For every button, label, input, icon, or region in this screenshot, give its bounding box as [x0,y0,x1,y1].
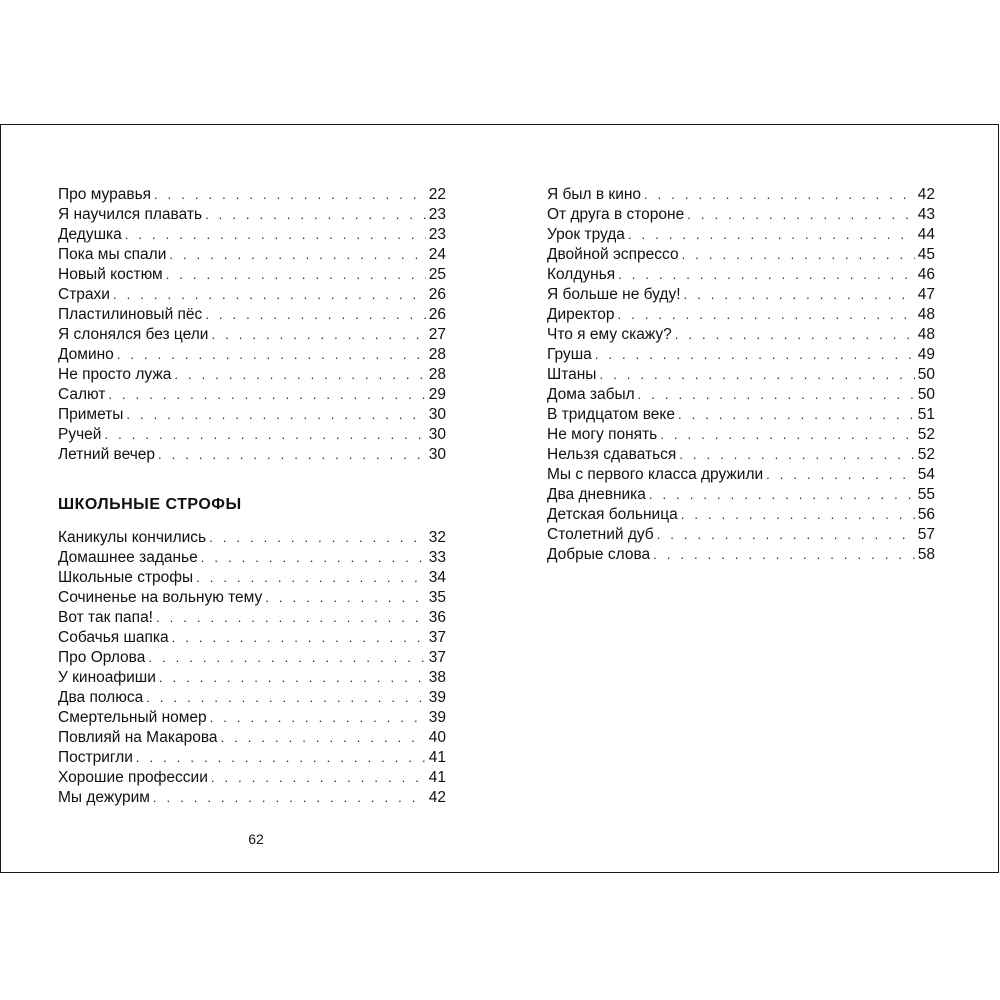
toc-entry-title: Салют [58,386,106,403]
toc-entry-page: 45 [917,246,935,263]
dot-leader [618,305,915,325]
toc-entry [58,225,446,245]
toc-entry [58,445,446,465]
dot-leader [599,365,914,385]
toc-entry-title: Я слонялся без цели [58,326,209,343]
toc-entry-title: Не просто лужа [58,366,172,383]
toc-entry [58,528,446,548]
dot-leader [174,365,425,385]
toc-entry-page: 26 [428,306,446,323]
dot-leader [679,445,914,465]
toc-entry-page: 30 [428,426,446,443]
toc-entry-page: 37 [428,629,446,646]
toc-entry-page: 51 [917,406,935,423]
toc-entry [58,648,446,668]
dot-leader [221,728,426,748]
toc-entry-title: Я был в кино [547,186,642,203]
toc-entry-title: Мы дежурим [58,789,150,806]
dot-leader [766,465,915,485]
dot-leader [166,265,426,285]
toc-entry-title: Собачья шапка [58,629,169,646]
toc-right-column [547,185,935,565]
toc-entry [547,525,935,545]
toc-entry [547,425,935,445]
toc-entry [58,405,446,425]
toc-entry-title: Столетний дуб [547,526,654,543]
toc-entry-title: Смертельный номер [58,709,207,726]
toc-entry-page: 24 [428,246,446,263]
toc-entry [58,425,446,445]
dot-leader [126,405,425,425]
dot-leader [653,545,915,565]
dot-leader [595,345,915,365]
toc-entry [58,708,446,728]
dot-leader [196,568,426,588]
toc-entry-title: Школьные строфы [58,569,194,586]
toc-entry [58,245,446,265]
toc-entry [547,205,935,225]
toc-entry-page: 22 [428,186,446,203]
toc-entry [547,445,935,465]
dot-leader [687,205,915,225]
toc-entry-title: Нельзя сдаваться [547,446,677,463]
toc-entry-title: Повлияй на Макарова [58,729,218,746]
toc-entry-title: Страхи [58,286,110,303]
toc-entry-page: 39 [428,709,446,726]
toc-entry [547,465,935,485]
dot-leader [148,648,425,668]
toc-entry-page: 42 [917,186,935,203]
toc-entry-page: 23 [428,206,446,223]
toc-entry-page: 50 [917,366,935,383]
dot-leader [649,485,915,505]
toc-entry-title: Пока мы спали [58,246,167,263]
toc-entry [58,325,446,345]
toc-entry-page: 46 [917,266,935,283]
toc-entry [547,265,935,285]
toc-entry-page: 43 [917,206,935,223]
toc-entry [58,688,446,708]
toc-entry [547,405,935,425]
toc-entry-page: 52 [917,426,935,443]
toc-entry-page: 38 [428,669,446,686]
toc-entry [58,668,446,688]
toc-entry [58,345,446,365]
toc-entry [58,548,446,568]
toc-entry [547,545,935,565]
toc-entry [58,628,446,648]
toc-entry-page: 39 [428,689,446,706]
dot-leader [156,608,426,628]
dot-leader [169,245,425,265]
toc-entry-title: У киноафиши [58,669,156,686]
toc-entry-page: 36 [428,609,446,626]
toc-entry-title: Летний вечер [58,446,156,463]
toc-entry-page: 54 [917,466,935,483]
dot-leader [660,425,915,445]
toc-entry [58,568,446,588]
toc-entry-title: Я научился плавать [58,206,203,223]
dot-leader [210,708,426,728]
toc-entry-page: 49 [917,346,935,363]
dot-leader [108,385,425,405]
toc-entry-page: 28 [428,366,446,383]
toc-entry [547,365,935,385]
toc-entry [58,285,446,305]
toc-entry-title: Домашнее заданье [58,549,198,566]
toc-entry-title: Колдунья [547,266,616,283]
dot-leader [154,185,426,205]
dot-leader [172,628,426,648]
toc-entry-title: Два дневника [547,486,646,503]
page-number: 62 [248,831,264,847]
toc-entry-page: 58 [917,546,935,563]
dot-leader [684,285,915,305]
toc-entry-page: 42 [428,789,446,806]
toc-entry [58,205,446,225]
toc-entry [58,265,446,285]
toc-entry-page: 44 [917,226,935,243]
toc-entry-title: Двойной эспрессо [547,246,679,263]
toc-entry [58,788,446,808]
dot-leader [638,385,915,405]
toc-entry-page: 33 [428,549,446,566]
dot-leader [675,325,915,345]
toc-entry [547,485,935,505]
toc-entry-title: Хорошие профессии [58,769,208,786]
toc-entry-title: Мы с первого класса дружили [547,466,764,483]
dot-leader [104,425,425,445]
toc-entry-title: Дедушка [58,226,122,243]
toc-entry-page: 55 [917,486,935,503]
toc-entry-page: 48 [917,306,935,323]
toc-entry-page: 29 [428,386,446,403]
dot-leader [211,325,425,345]
dot-leader [205,205,426,225]
toc-entry-title: Детская больница [547,506,678,523]
toc-entry-title: Ручей [58,426,102,443]
toc-entry-title: Про Орлова [58,649,146,666]
dot-leader [628,225,915,245]
dot-leader [146,688,426,708]
toc-entry-page: 40 [428,729,446,746]
toc-entry [547,505,935,525]
toc-entry-title: Не могу понять [547,426,658,443]
toc-entry-title: Каникулы кончились [58,529,207,546]
toc-entry-page: 37 [428,649,446,666]
toc-entry [58,608,446,628]
dot-leader [125,225,426,245]
toc-entry-title: Два полюса [58,689,144,706]
toc-left-column [58,185,446,808]
toc-entry [58,588,446,608]
dot-leader [201,548,426,568]
toc-entry-page: 26 [428,286,446,303]
toc-entry-title: Новый костюм [58,266,163,283]
toc-entry [58,385,446,405]
toc-entry-page: 32 [428,529,446,546]
toc-entry-page: 50 [917,386,935,403]
toc-entry-page: 30 [428,406,446,423]
toc-entry-title: Дома забыл [547,386,635,403]
toc-entry-title: Добрые слова [547,546,651,563]
toc-entry-page: 41 [428,749,446,766]
toc-entry-page: 52 [917,446,935,463]
dot-leader [158,445,426,465]
toc-entry [547,305,935,325]
toc-entry-page: 28 [428,346,446,363]
toc-entry-page: 48 [917,326,935,343]
toc-section-list [58,528,446,808]
toc-entry [547,325,935,345]
toc-entry-title: Приметы [58,406,124,423]
dot-leader [657,525,915,545]
toc-entry [58,185,446,205]
toc-entry-page: 23 [428,226,446,243]
toc-entry [547,345,935,365]
toc-entry-page: 34 [428,569,446,586]
dot-leader [205,305,425,325]
toc-entry-title: Директор [547,306,615,323]
toc-entry-page: 47 [917,286,935,303]
toc-entry-page: 30 [428,446,446,463]
toc-entry-title: Штаны [547,366,597,383]
dot-leader [678,405,915,425]
toc-entry [547,185,935,205]
toc-entry-title: От друга в стороне [547,206,685,223]
toc-entry-title: Домино [58,346,114,363]
toc-entry [58,768,446,788]
toc-entry-page: 41 [428,769,446,786]
toc-entry [58,748,446,768]
toc-entry [58,305,446,325]
section-heading: ШКОЛЬНЫЕ СТРОФЫ [58,496,242,513]
toc-entry-title: Что я ему скажу? [547,326,672,343]
toc-entry-title: В тридцатом веке [547,406,675,423]
toc-entry-page: 35 [428,589,446,606]
toc-entry-page: 57 [917,526,935,543]
dot-leader [113,285,426,305]
toc-entry-title: Сочиненье на вольную тему [58,589,263,606]
dot-leader [209,528,426,548]
dot-leader [211,768,426,788]
dot-leader [618,265,915,285]
toc-entry-page: 25 [428,266,446,283]
toc-entry [58,728,446,748]
dot-leader [159,668,426,688]
book-spread [0,124,999,873]
dot-leader [136,748,426,768]
toc-entry-title: Вот так папа! [58,609,153,626]
toc-entry [547,285,935,305]
toc-entry-title: Пластилиновый пёс [58,306,203,323]
toc-entry [58,365,446,385]
dot-leader [117,345,426,365]
dot-leader [265,588,425,608]
toc-entry-title: Про муравья [58,186,152,203]
dot-leader [681,505,915,525]
toc-entry-title: Я больше не буду! [547,286,681,303]
toc-entry [547,245,935,265]
toc-entry-title: Груша [547,346,592,363]
toc-entry [547,385,935,405]
toc-entry-title: Урок труда [547,226,625,243]
toc-list [58,185,446,465]
dot-leader [682,245,915,265]
dot-leader [153,788,426,808]
toc-entry-page: 27 [428,326,446,343]
toc-list [547,185,935,565]
dot-leader [644,185,915,205]
toc-entry-title: Постригли [58,749,133,766]
toc-entry-page: 56 [917,506,935,523]
toc-entry [547,225,935,245]
